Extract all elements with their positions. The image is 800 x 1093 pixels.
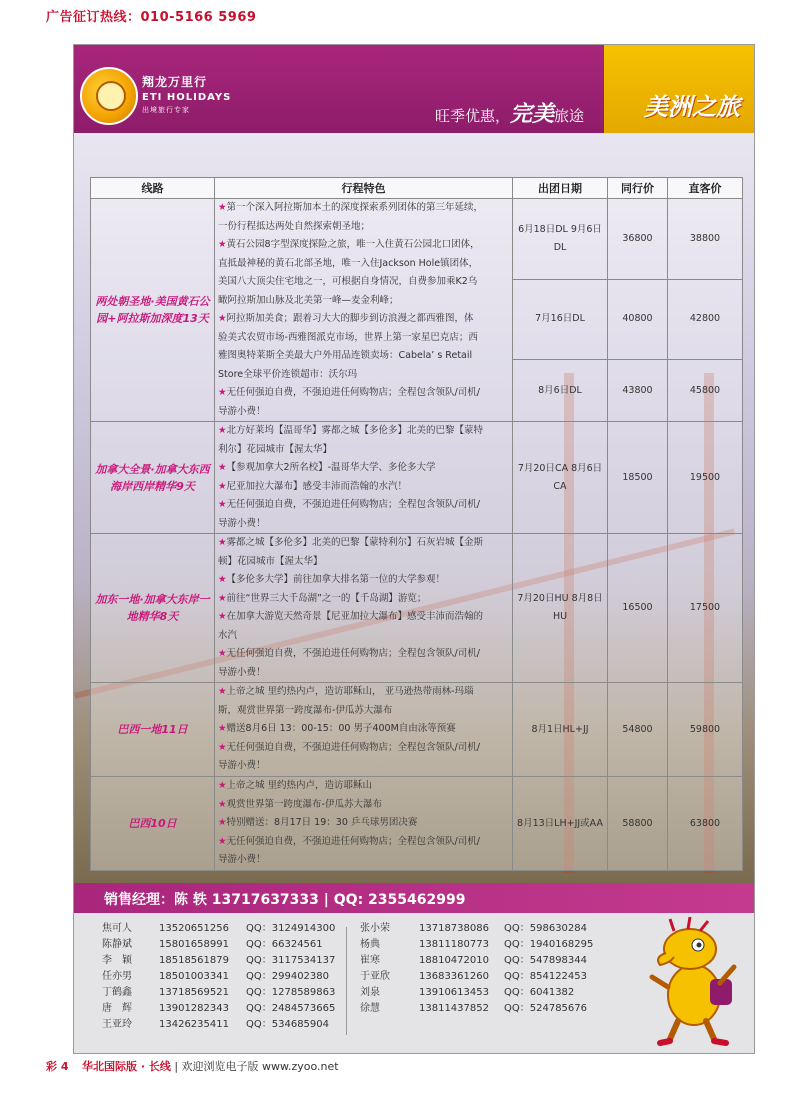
peer-price: 43800 (608, 360, 668, 422)
departure-date: 8月1日HL+JJ (513, 683, 608, 777)
feature-line: ★无任何强迫自费，不强迫进任何购物店；全程包含领队/司机/ (218, 835, 480, 847)
slogan-big: 完美 (509, 102, 554, 127)
star-icon: ★ (218, 648, 227, 659)
right-phones (419, 921, 489, 1017)
departure-date: 7月20日HU 8月8日HU (513, 534, 608, 683)
contact-qq: QQ：3124914300 (246, 923, 336, 934)
contact-qq: QQ：854122453 (504, 971, 588, 982)
contact-name: 于亚欣 (360, 971, 390, 982)
slogan (435, 97, 584, 128)
star-icon: ★ (218, 798, 227, 810)
star-icon: ★ (218, 387, 227, 398)
contact-qq: QQ：6041382 (504, 987, 575, 998)
table-row (91, 777, 743, 871)
star-icon: ★ (218, 537, 227, 548)
table-row (91, 534, 743, 683)
feature-line: 利尔】花园城市【渥太华】 (218, 443, 333, 455)
contact-name: 李 颖 (102, 955, 132, 966)
star-icon: ★ (218, 835, 227, 847)
contacts-divider (346, 927, 347, 1035)
feature-line: ★上帝之城 里约热内卢，造访耶稣山， 亚马逊热带雨林-玛瑙 (218, 686, 474, 698)
star-icon: ★ (218, 574, 227, 585)
page-number: 彩 4 (46, 1060, 69, 1073)
feature-line: 瞰阿拉斯加山脉及北美第一峰—麦金利峰； (218, 294, 399, 306)
direct-price: 38800 (668, 199, 743, 280)
feature-line: 雅图奥特莱斯全美最大户外用品连锁卖场：Cabela’ s Retail (218, 350, 473, 361)
route-name: 加东一地·加拿大东岸一地精华8天 (91, 534, 215, 683)
star-icon: ★ (218, 239, 227, 250)
feature-line: ★赠送8月6日 13：00-15：00 男子400M自由泳等预赛 (218, 723, 456, 735)
left-phones (159, 921, 229, 1033)
departure-date: 6月18日DL 9月6日DL (513, 199, 608, 280)
contact-phone: 18501003341 (159, 971, 229, 982)
table-row (91, 683, 743, 777)
route-features (215, 422, 513, 534)
contact-phone: 13426235411 (159, 1019, 229, 1030)
feature-line: 美国八大顶尖住宅地之一，可根据自身情况，自费参加乘K2乌 (218, 276, 478, 287)
contact-name: 刘泉 (360, 987, 380, 998)
star-icon: ★ (218, 741, 227, 753)
feature-line: ★尼亚加拉大瀑布】感受丰沛而浩翰的水汽！ (218, 480, 408, 492)
contacts-panel (74, 913, 754, 1053)
feature-line: ★阿拉斯加美食；跟着习大大的脚步到访浪漫之都西雅图，体 (218, 313, 474, 324)
star-icon: ★ (218, 462, 227, 473)
contact-phone: 13901282343 (159, 1003, 229, 1014)
peer-price: 40800 (608, 279, 668, 360)
tour-table (90, 177, 743, 871)
feature-line: ★【多伦多大学】前往加拿大排名第一位的大学参观！ (218, 574, 446, 585)
contact-qq: QQ：534685904 (246, 1019, 330, 1030)
departure-date: 7月20日CA 8月6日CA (513, 422, 608, 534)
contact-phone: 18518561879 (159, 955, 229, 966)
edition-label: 华北国际版 · 长线 (81, 1060, 171, 1073)
contact-phone: 13718569521 (159, 987, 229, 998)
contact-phone: 13683361260 (419, 971, 489, 982)
slogan-pre: 旺季优惠， (434, 107, 510, 125)
feature-line: ★无任何强迫自费，不强迫进任何购物店；全程包含领队/司机/ (218, 499, 480, 510)
contact-name: 徐慧 (360, 1003, 380, 1014)
feature-line: 一份行程抵达两处自然探索朝圣地； (218, 220, 371, 232)
route-features (215, 534, 513, 683)
peer-price: 58800 (608, 777, 668, 871)
direct-price: 17500 (668, 534, 743, 683)
feature-line: ★在加拿大游览天然奇景【尼亚加拉大瀑布】感受丰沛而浩翰的 (218, 611, 484, 622)
peer-price: 36800 (608, 199, 668, 280)
header-peer-price: 同行价 (608, 178, 668, 199)
direct-price: 45800 (668, 360, 743, 422)
left-qq (246, 921, 335, 1033)
contact-qq: QQ：3117534137 (246, 955, 336, 966)
slogan-post: 旅途 (553, 107, 584, 125)
star-icon: ★ (218, 313, 227, 324)
star-icon: ★ (218, 592, 227, 604)
contact-name: 王亚玲 (102, 1019, 132, 1030)
contact-name: 杨典 (360, 939, 380, 950)
feature-line: 验美式农贸市场-西雅图派克市场，世界上第一家星巴克店；西 (218, 331, 478, 343)
contact-phone: 15801658991 (159, 939, 229, 950)
departure-date: 8月13日LH+JJ或AA (513, 777, 608, 871)
contact-phone: 13520651256 (159, 923, 229, 934)
route-name: 两处朝圣地·美国黄石公园+阿拉斯加深度13天 (91, 199, 215, 422)
brand-block (142, 73, 231, 115)
route-features (215, 199, 513, 422)
contact-name: 焦可人 (102, 923, 132, 934)
contact-name: 张小荣 (360, 923, 390, 934)
feature-line: 导游小费！ (218, 405, 266, 417)
table-row (91, 422, 743, 534)
brand-sub: 出境旅行专家 (142, 106, 190, 114)
star-icon: ★ (218, 780, 227, 792)
feature-line: ★无任何强迫自费，不强迫进任何购物店；全程包含领队/司机/ (218, 648, 480, 659)
page-frame (73, 44, 755, 1054)
feature-line: 导游小费！ (218, 517, 266, 529)
contact-phone: 18810472010 (419, 955, 489, 966)
peer-price: 54800 (608, 683, 668, 777)
sales-manager: 销售经理：陈 轶 13717637333 | QQ: 2355462999 (104, 892, 466, 908)
right-names (360, 921, 390, 1017)
contact-name: 崔寒 (360, 955, 380, 966)
contact-qq: QQ：524785676 (504, 1003, 588, 1014)
table-header-row (91, 178, 743, 199)
star-icon: ★ (218, 686, 227, 698)
dragon-mascot-icon (634, 917, 744, 1047)
route-features (215, 683, 513, 777)
header-features: 行程特色 (215, 178, 513, 199)
feature-line: ★无任何强迫自费，不强迫进任何购物店；全程包含领队/司机/ (218, 741, 480, 753)
contact-name: 丁鹤鑫 (102, 987, 132, 998)
feature-line: ★北方好莱坞【温哥华】雾都之城【多伦多】北美的巴黎【蒙特 (218, 425, 484, 436)
eti-logo-icon (80, 67, 138, 125)
feature-line: ★观赏世界第一跨度瀑布-伊瓜苏大瀑布 (218, 798, 382, 810)
feature-line: Store全球平价连锁超市：沃尔玛 (218, 368, 358, 380)
contact-qq: QQ：299402380 (246, 971, 330, 982)
star-icon: ★ (218, 611, 227, 622)
star-icon: ★ (218, 480, 227, 492)
departure-date: 8月6日DL (513, 360, 608, 422)
contact-qq: QQ：1278589863 (246, 987, 336, 998)
feature-line: ★无任何强迫自费，不强迫进任何购物店；全程包含领队/司机/ (218, 387, 480, 398)
star-icon: ★ (218, 202, 227, 213)
contact-qq: QQ：547898344 (504, 955, 588, 966)
route-features (215, 777, 513, 871)
feature-line: 水汽 (218, 629, 238, 641)
contact-qq: QQ：1940168295 (504, 939, 594, 950)
americas-tag: 美洲之旅 (644, 93, 740, 121)
star-icon: ★ (218, 499, 227, 510)
feature-line: 导游小费！ (218, 760, 266, 772)
route-name: 加拿大全景·加拿大东西海岸西岸精华9天 (91, 422, 215, 534)
star-icon: ★ (218, 425, 227, 436)
right-qq (504, 921, 593, 1017)
route-name: 巴西一地11日 (91, 683, 215, 777)
feature-line: 导游小费！ (218, 854, 266, 866)
feature-line: 导游小费！ (218, 666, 266, 678)
direct-price: 59800 (668, 683, 743, 777)
page-footer (46, 1058, 339, 1074)
feature-line: 顿】花园城市【渥太华】 (218, 555, 323, 567)
star-icon: ★ (218, 723, 227, 735)
feature-line: 直抵最神秘的黄石北部圣地，唯一入住Jackson Hole镇团体， (218, 257, 479, 269)
contact-phone: 13718738086 (419, 923, 489, 934)
contact-phone: 13811180773 (419, 939, 489, 950)
contact-qq: QQ：66324561 (246, 939, 323, 950)
feature-line: ★前往“世界三大千岛湖”之一的【千岛湖】游览； (218, 592, 427, 604)
contact-phone: 13910613453 (419, 987, 489, 998)
feature-line: ★上帝之城 里约热内卢，造访耶稣山 (218, 780, 373, 792)
star-icon: ★ (218, 817, 227, 829)
peer-price: 18500 (608, 422, 668, 534)
contact-phone: 13811437852 (419, 1003, 489, 1014)
feature-line: 斯，观赏世界第一跨度瀑布-伊瓜苏大瀑布 (218, 704, 393, 716)
table-row (91, 199, 743, 280)
direct-price: 19500 (668, 422, 743, 534)
left-names (102, 921, 132, 1033)
feature-line: ★【参观加拿大2所名校】-温哥华大学、多伦多大学 (218, 462, 436, 473)
contact-qq: QQ：2484573665 (246, 1003, 336, 1014)
peer-price: 16500 (608, 534, 668, 683)
feature-line: ★雾都之城【多伦多】北美的巴黎【蒙特利尔】石灰岩城【金斯 (218, 537, 484, 548)
contact-qq: QQ：598630284 (504, 923, 588, 934)
direct-price: 63800 (668, 777, 743, 871)
ad-hotline: 广告征订热线：010-5166 5969 (46, 10, 257, 25)
website-link[interactable]: | 欢迎浏览电子版 www.zyoo.net (174, 1060, 339, 1073)
brand-cn: 翔龙万里行 (142, 75, 208, 89)
header-date: 出团日期 (513, 178, 608, 199)
direct-price: 42800 (668, 279, 743, 360)
feature-line: ★黄石公园8字型深度探险之旅，唯一入住黄石公园北口团体， (218, 239, 480, 250)
contact-name: 唐 辉 (102, 1003, 132, 1014)
header-direct-price: 直客价 (668, 178, 743, 199)
departure-date: 7月16日DL (513, 279, 608, 360)
brand-en: ETI HOLIDAYS (142, 92, 232, 103)
feature-line: ★特别赠送：8月17日 19：30 乒乓球男团决赛 (218, 817, 418, 829)
contact-name: 任亦男 (102, 971, 132, 982)
header-route: 线路 (91, 178, 215, 199)
header-banner (74, 45, 754, 133)
route-name: 巴西10日 (91, 777, 215, 871)
feature-line: ★第一个深入阿拉斯加本土的深度探索系列团体的第三年延续， (218, 202, 484, 213)
contact-name: 陈静斌 (102, 939, 132, 950)
